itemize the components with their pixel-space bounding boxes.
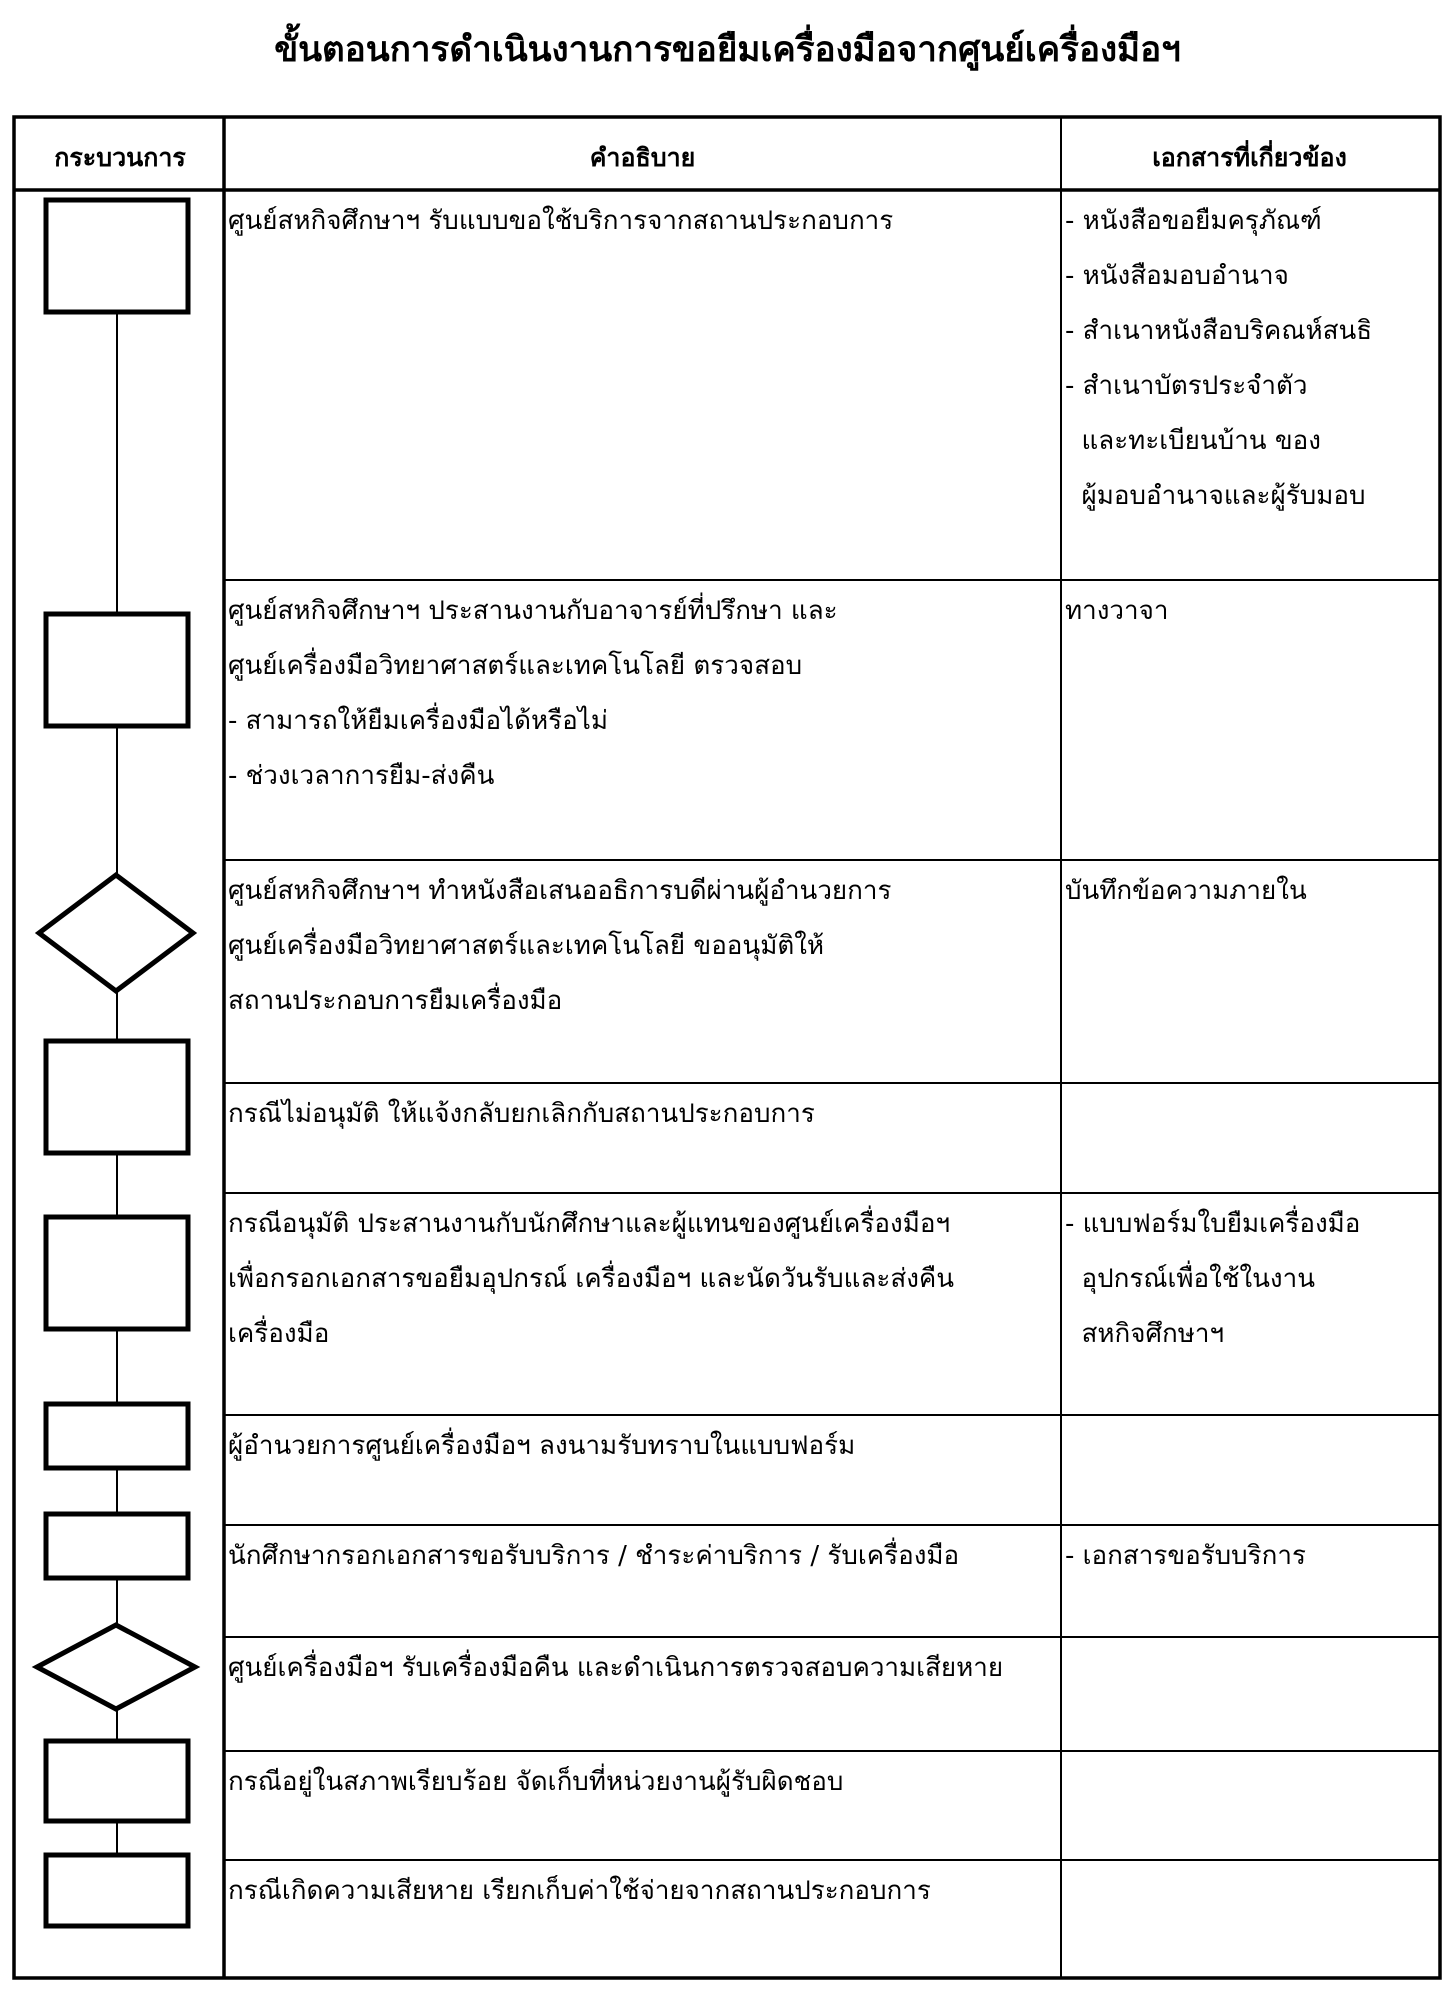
process-box [46,1855,188,1926]
description-line: - ช่วงเวลาการยืม-ส่งคืน [228,761,495,791]
description-line: ศูนย์สหกิจศึกษาฯ ทำหนังสือเสนออธิการบดีผ่านผู้อำนวยการ [228,876,892,906]
step-description [228,1755,843,1810]
decision-diamond [39,875,193,991]
description-line: กรณีอยู่ในสภาพเรียบร้อย จัดเก็บที่หน่วยงานผู้รับผิดชอบ [228,1767,844,1797]
process-box [46,1404,188,1468]
step-description [228,584,838,804]
description-line: ศูนย์เครื่องมือวิทยาศาสตร์และเทคโนโลยี ตรวจสอบ [228,651,803,681]
description-line: ศูนย์สหกิจศึกษาฯ รับแบบขอใช้บริการจากสถานประกอบการ [228,206,894,236]
step-documents [1065,1529,1306,1584]
document-item: บันทึกข้อความภายใน [1065,876,1307,906]
step-description [228,1864,931,1919]
step-description [228,1087,815,1142]
document-item: - สำเนาหนังสือบริคณห์สนธิ [1065,316,1373,346]
document-item: ทางวาจา [1065,596,1169,626]
document-item: สหกิจศึกษาฯ [1065,1319,1225,1349]
description-line: เครื่องมือ [228,1319,330,1349]
description-line: กรณีไม่อนุมัติ ให้แจ้งกลับยกเลิกกับสถานประกอบการ [228,1099,815,1129]
step-documents [1065,1197,1360,1362]
step-description [228,194,893,249]
description-line: ศูนย์สหกิจศึกษาฯ ประสานงานกับอาจารย์ที่ปรึกษา และ [228,596,838,626]
step-description [228,1197,954,1362]
step-documents [1065,864,1307,919]
page-title: ขั้นตอนการดำเนินงานการขอยืมเครื่องมือจากศูนย์เครื่องมือฯ [274,30,1181,70]
description-line: ศูนย์เครื่องมือฯ รับเครื่องมือคืน และดำเนินการตรวจสอบความเสียหาย [228,1653,1004,1683]
step-description [228,1641,1003,1696]
document-item: และทะเบียนบ้าน ของ [1065,426,1321,456]
description-line: ผู้อำนวยการศูนย์เครื่องมือฯ ลงนามรับทราบในแบบฟอร์ม [228,1431,856,1461]
step-documents [1065,194,1372,524]
description-line: - สามารถให้ยืมเครื่องมือได้หรือไม่ [228,706,608,736]
description-line: เพื่อกรอกเอกสารขอยืมอุปกรณ์ เครื่องมือฯ และนัดวันรับและส่งคืน [228,1264,955,1294]
process-box [46,614,188,726]
document-item: - แบบฟอร์มใบยืมเครื่องมือ [1065,1209,1361,1239]
document-item: - เอกสารขอรับบริการ [1065,1541,1306,1571]
header-process: กระบวนการ [54,143,186,172]
step-description [228,1419,855,1474]
document-item: - หนังสือมอบอำนาจ [1065,261,1289,291]
document-item: - หนังสือขอยืมครุภัณฑ์ [1065,206,1322,236]
step-description [228,1529,959,1584]
process-box [46,200,188,312]
step-description [228,864,891,1029]
decision-diamond [37,1625,195,1709]
process-box [46,1041,188,1153]
step-documents [1065,584,1168,639]
description-line: กรณีอนุมัติ ประสานงานกับนักศึกษาและผู้แทนของศูนย์เครื่องมือฯ [228,1209,951,1239]
description-line: กรณีเกิดความเสียหาย เรียกเก็บค่าใช้จ่ายจากสถานประกอบการ [228,1876,931,1906]
process-box [46,1514,188,1578]
header-description: คำอธิบาย [589,143,696,172]
process-box [46,1741,188,1821]
description-line: สถานประกอบการยืมเครื่องมือ [228,986,563,1016]
document-item: - สำเนาบัตรประจำตัว [1065,371,1308,401]
description-line: ศูนย์เครื่องมือวิทยาศาสตร์และเทคโนโลยี ขออนุมัติให้ [228,931,825,961]
process-box [46,1217,188,1329]
header-documents: เอกสารที่เกี่ยวข้อง [1152,143,1347,172]
document-item: อุปกรณ์เพื่อใช้ในงาน [1065,1264,1315,1294]
description-line: นักศึกษากรอกเอกสารขอรับบริการ / ชำระค่าบริการ / รับเครื่องมือ [228,1541,960,1571]
document-item: ผู้มอบอำนาจและผู้รับมอบ [1065,481,1366,511]
